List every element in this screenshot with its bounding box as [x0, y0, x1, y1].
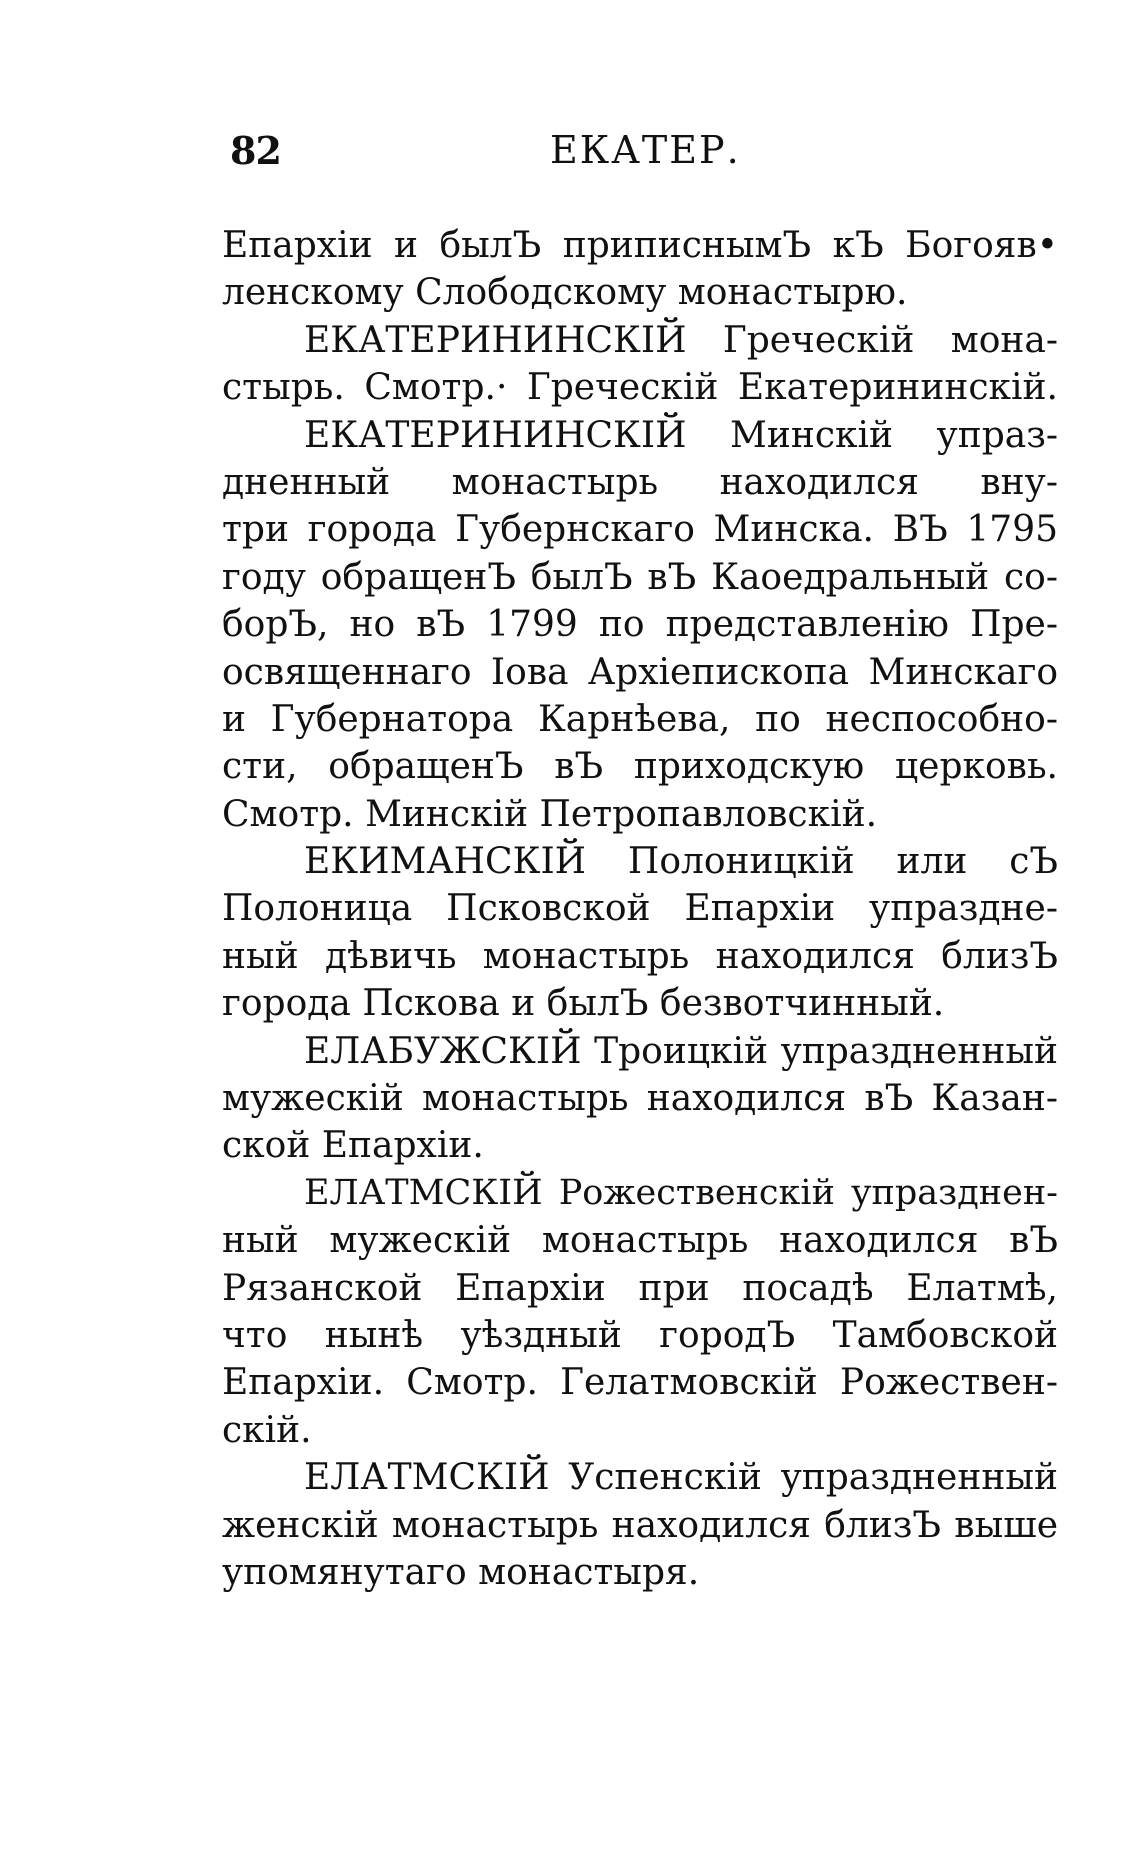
text-line: борЪ, но вЪ 1799 по представленiю Пре- — [222, 604, 1058, 646]
text-line: скiй. — [222, 1409, 312, 1451]
text-line: ный дѣвичь монастырь находился близЪ — [222, 935, 1058, 977]
text-line: ленскому Слободскому монастырю. — [222, 272, 908, 314]
entry-heading-line: ЕЛАТМСКIЙ Рожественскiй упразднен- — [304, 1172, 1058, 1213]
text-line: стырь. Смотр.· Греческiй Екатерининскiй. — [222, 367, 1058, 409]
text-line: упомянутаго монастыря. — [222, 1551, 700, 1593]
text-line: мужескiй монастырь находился вЪ Казан- — [222, 1078, 1058, 1120]
text-line: дненный монастырь находился вну- — [222, 461, 1058, 503]
text-line: Рязанской Епархiи при посадѣ Елатмѣ, — [222, 1267, 1058, 1309]
text-line: сти, обращенЪ вЪ приходскую церковь. — [222, 746, 1058, 788]
text-line: году обращенЪ былЪ вЪ Каоедральный со- — [222, 556, 1058, 598]
entry-heading-line: ЕКИМАНСКIЙ Полоницкiй или сЪ — [304, 841, 1058, 883]
running-head: ЕКАТЕР. — [550, 128, 741, 172]
text-line: ный мужескiй монастырь находился вЪ — [222, 1220, 1058, 1262]
entry-heading-line: ЕКАТЕРИНИНСКIЙ Минскiй упраз- — [304, 414, 1058, 456]
text-line: Епархiи и былЪ приписнымЪ кЪ Богояв• — [222, 225, 1058, 266]
page-header — [230, 128, 950, 188]
page-number: 82 — [230, 128, 281, 173]
text-line: что нынѣ уѣздный городЪ Тамбовской — [222, 1314, 1058, 1356]
text-line: женскiй монастырь находился близЪ выше — [222, 1504, 1058, 1546]
text-line: освященнаго Iова Архiепископа Минскаго — [222, 651, 1058, 693]
text-line: Смотр. Минскiй Петропавловскiй. — [222, 793, 878, 835]
body-text — [222, 222, 1058, 1596]
entry-heading-line: ЕКАТЕРИНИНСКIЙ Греческiй мона- — [304, 319, 1058, 361]
text-line: города Пскова и былЪ безвотчинный. — [222, 983, 945, 1025]
text-line: Епархiи. Смотр. Гелатмовскiй Рожествен- — [222, 1362, 1058, 1404]
text-line: Полоница Псковской Епархiи упраздне- — [222, 888, 1058, 930]
text-line: и Губернатора Карнѣева, по неспособно- — [222, 698, 1058, 740]
text-line: ской Епархiи. — [222, 1125, 484, 1167]
text-line: три города Губернскаго Минска. ВЪ 1795 — [222, 509, 1058, 551]
entry-heading-line: ЕЛАТМСКIЙ Успенскiй упраздненный — [304, 1457, 1058, 1499]
entry-heading-line: ЕЛАБУЖСКIЙ Троицкiй упраздненный — [304, 1030, 1058, 1072]
